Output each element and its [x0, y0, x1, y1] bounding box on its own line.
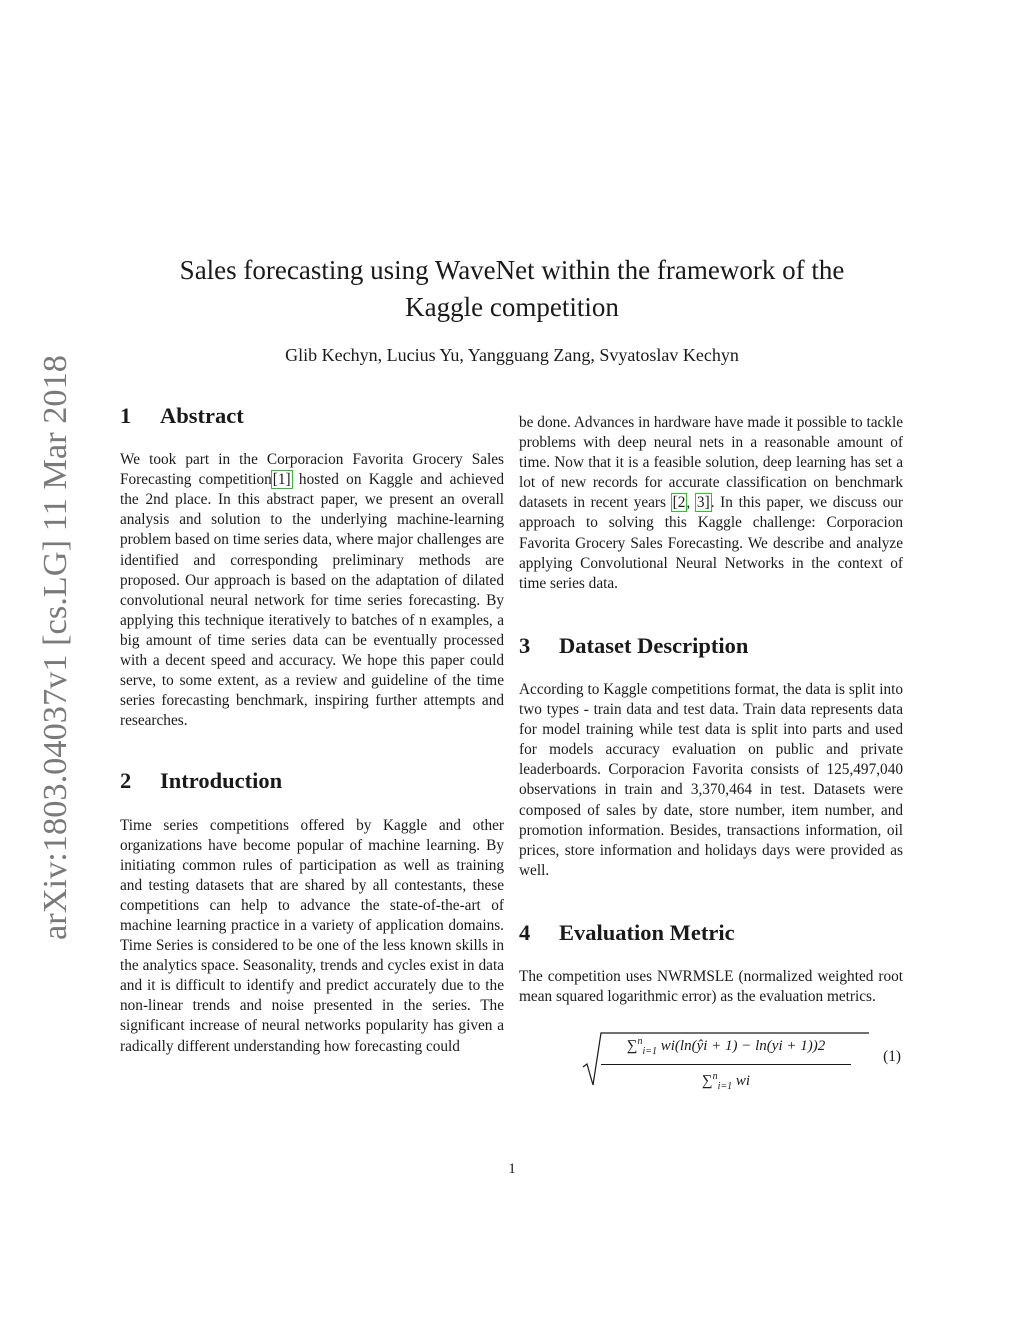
equation-number: (1) — [883, 1048, 901, 1066]
right-column — [519, 413, 903, 1093]
section-title: Introduction — [160, 768, 283, 794]
page-number: 1 — [508, 1161, 516, 1177]
section-number: 4 — [519, 919, 531, 945]
fraction-bar — [601, 1064, 851, 1065]
dataset-paragraph: According to Kaggle competitions format, the data is split into two types - train data and test data. Train data represents data for model training while test data is split into parts and used for models accuracy evaluation on public and private leaderboards. Corporacion Favorita consists of 125,497,040 observations in train and 3,370,464 in test. Datasets were composed of sales by date, store number, item number, and promotion information. Besides, transactions information, oil prices, store information and holidays days were provided as well. — [519, 680, 903, 879]
section-heading-metric — [519, 919, 903, 945]
section-number: 1 — [120, 403, 132, 428]
metric-paragraph: The competition uses NWRMSLE (normalized weighted root mean squared logarithmic error) as the evaluation metrics. — [519, 967, 903, 1006]
introduction-paragraph-continued — [519, 413, 903, 594]
equation-body — [581, 1029, 871, 1093]
numerator-expression: wi(ln(ŷi + 1) − ln(yi + 1))2 — [660, 1038, 826, 1055]
introduction-text-cont: . In this paper, we discuss our approach to solving this Kaggle challenge: Corporacion Favorita Grocery Sales Forecasting. We describe and analyze applying Convolutional Neural Networks in the context of time series data. — [519, 494, 903, 592]
section-title: Dataset Description — [559, 632, 749, 658]
abstract-text-cont: hosted on Kaggle and achieved the 2nd place. In this abstract paper, we present an overall analysis and solution to the underlying machine-learning problem based on time series data, where major challenges are identified and corresponding preliminary methods are proposed. Our approach is based on the adaptation of dilated convolutional neural network for time series forecasting. By applying this technique iteratively to batches of n examples, a big amount of time series data can be eventually processed with a decent speed and accuracy. We hope this paper could serve, to some extent, as a review and guideline of the time series forecasting benchmark, inspiring further attempts and researches. — [120, 471, 505, 730]
equation-fraction — [601, 1031, 851, 1097]
abstract-paragraph — [120, 450, 504, 731]
equation-nwrmsle — [519, 1029, 903, 1093]
title-line-1: Sales forecasting using WaveNet within the framework of the — [179, 255, 845, 285]
section-heading-dataset — [519, 632, 903, 658]
arxiv-identifier-text: arXiv:1803.04037v1 [cs.LG] 11 Mar 2018 — [38, 361, 74, 940]
citation-separator: , — [686, 494, 696, 512]
citation-link-1[interactable]: [1] — [272, 471, 291, 489]
equation-denominator: ∑$^n_{i=1}$ wi — [701, 1071, 751, 1093]
denominator-expression: wi — [735, 1073, 751, 1090]
section-heading-abstract — [120, 403, 504, 428]
introduction-paragraph: Time series competitions offered by Kaggle and other organizations have become popular of machine learning. By initiating common rules of participation as well as training and testing datasets that are shared by all contestants, these competitions can help to advance the state-of-the-art of machine learning practice in a variety of application domains. Time Series is considered to be one of the less known skills in the analytics space. Seasonality, trends and cycles exist in data and it is difficult to identify and predict accurately due to the non-linear trends and noise presented in the series. The significant increase of neural networks popularity has given a radically different understanding how forecasting could — [120, 816, 504, 1055]
section-number: 3 — [519, 632, 531, 658]
citation-link-2[interactable]: [2 — [672, 494, 686, 512]
section-heading-introduction — [120, 768, 504, 794]
abstract-text: We took part in the Corporacion Favorita Grocery Sales Forecasting competition — [120, 451, 504, 489]
left-column — [120, 403, 505, 1057]
section-title: Evaluation Metric — [559, 919, 735, 945]
author-list: Glib Kechyn, Lucius Yu, Yangguang Zang, Svyatoslav Kechyn — [285, 345, 739, 365]
citation-link-3[interactable]: 3] — [696, 494, 710, 512]
title-line-2: Kaggle competition — [405, 292, 619, 322]
paper-title — [120, 252, 904, 326]
equation-numerator: ∑$^n_{i=1}$ wi(ln(ŷi + 1) − ln(yi + 1))2 — [626, 1036, 826, 1058]
arxiv-identifier — [38, 350, 74, 940]
section-title: Abstract — [160, 403, 244, 428]
introduction-text: be done. Advances in hardware have made it possible to tackle problems with deep neural nets in a reasonable amount of time. Now that it is a feasible solution, deep learning has set a lot of new records for accurate classification on benchmark datasets in recent years — [519, 414, 903, 512]
section-number: 2 — [120, 768, 132, 794]
